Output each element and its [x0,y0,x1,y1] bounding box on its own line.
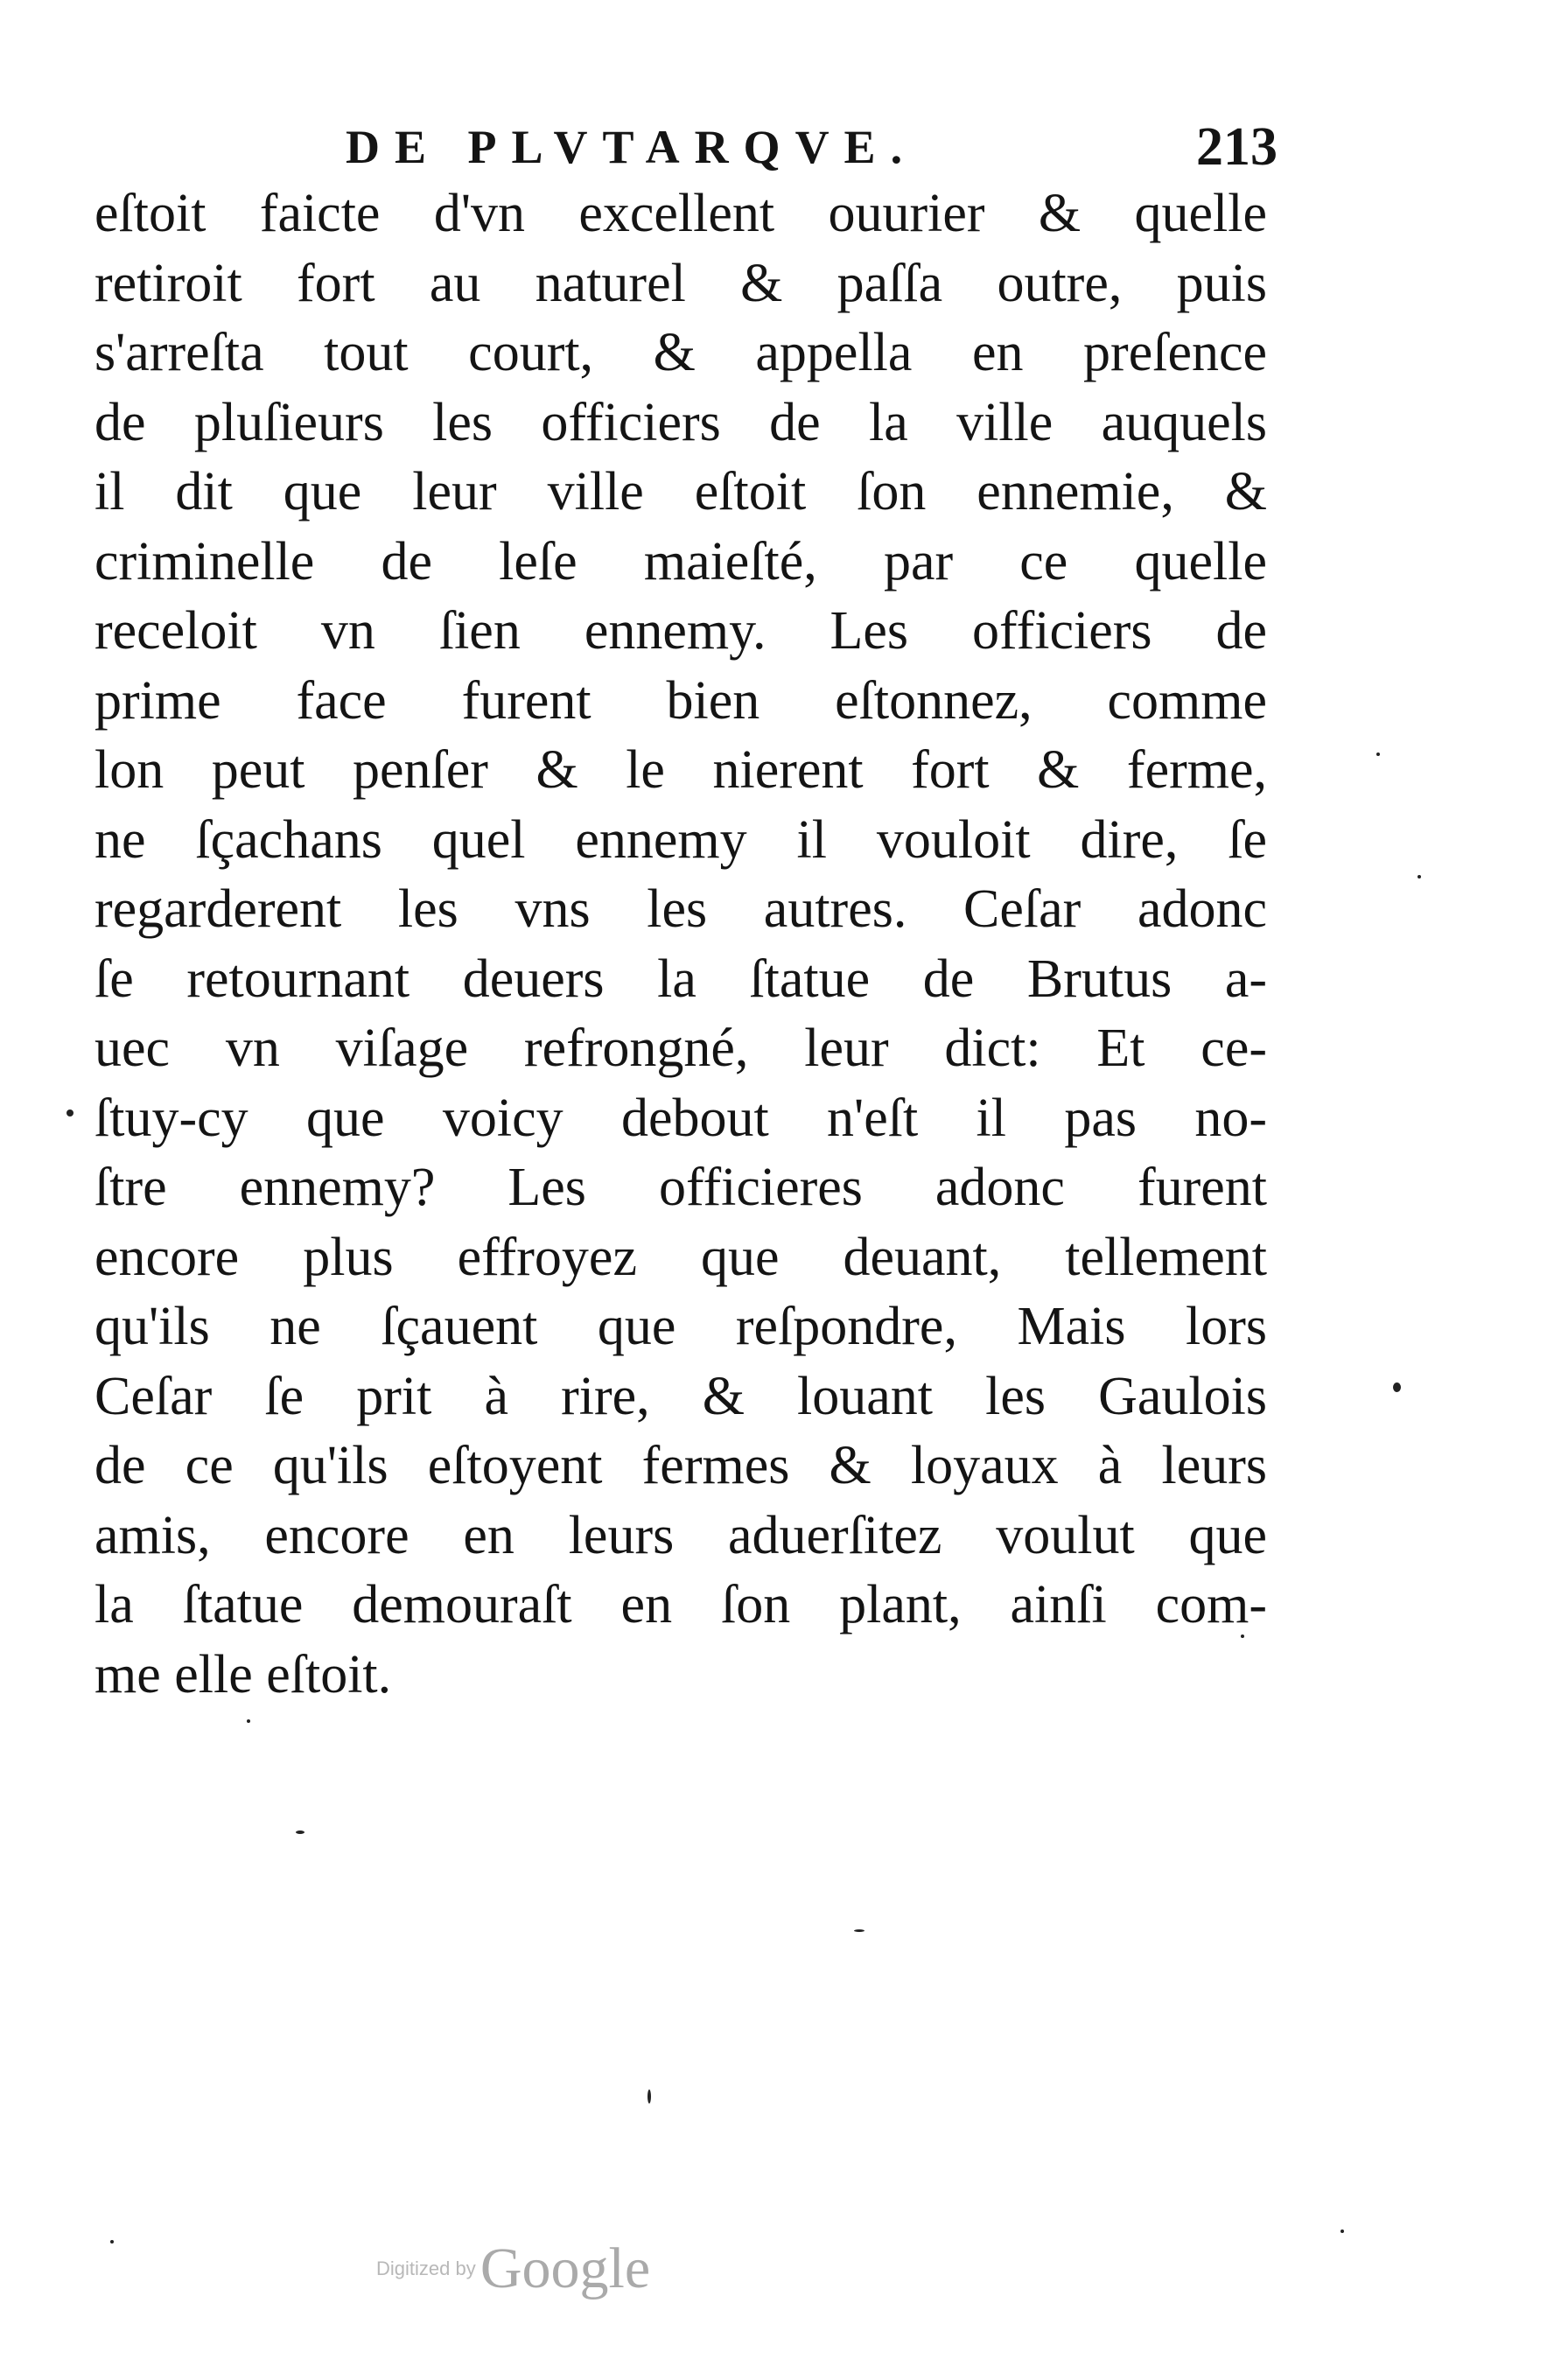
page-number: 213 [1196,117,1278,177]
text-line: ne ſçachans quel ennemy il vouloit dire, ſe [94,809,1267,870]
text-line: ſtre ennemy? Les officieres adonc furent [94,1158,1267,1217]
text-line: prime face furent bien eſtonnez, comme [94,670,1267,731]
scan-speck [648,2090,651,2104]
scan-speck [296,1830,304,1834]
text-line: la ſtatue demouraſt en ſon plant, ainſi com- [94,1575,1267,1634]
text-line: me elle eſtoit. [94,1644,392,1704]
text-line: receloit vn ſien ennemy. Les officiers de [94,601,1267,661]
body-text [94,179,1267,1710]
digitized-by-label: Digitized by [376,2258,476,2279]
text-line: de ce qu'ils eſtoyent fermes & loyaux à leurs [94,1436,1267,1495]
text-line: lon peut penſer & le nierent fort & ferme, [94,740,1267,800]
scan-speck [110,2240,114,2244]
scan-speck [1340,2230,1344,2233]
text-line: regarderent les vns les autres. Ceſar adonc [94,879,1267,939]
text-line: ſtuy-cy que voicy debout n'eſt il pas no- [94,1088,1267,1148]
page-header [96,112,1278,182]
google-logo: Google [480,2236,651,2300]
scan-speck [1393,1382,1401,1392]
text-line: ſe retournant deuers la ſtatue de Brutus a- [94,948,1267,1009]
running-title: DE PLVTARQVE. [346,121,918,173]
text-line: encore plus effroyez que deuant, tellement [94,1227,1267,1287]
text-line: Ceſar ſe prit à rire, & louant les Gaulois [94,1366,1267,1426]
text-line: de pluſieurs les officiers de la ville auquels [94,392,1267,452]
scan-speck [1376,752,1380,756]
text-line: criminelle de leſe maieſté, par ce quelle [94,531,1267,592]
scan-speck [66,1110,74,1116]
text-line: qu'ils ne ſçauent que reſpondre, Mais lors [94,1297,1267,1356]
text-line: eſtoit faicte d'vn excellent ouurier & quelle [94,184,1267,243]
scan-speck [247,1719,250,1723]
text-line: uec vn viſage refrongné, leur dict: Et ce- [94,1018,1267,1078]
text-line: s'arreſta tout court, & appella en preſence [94,323,1267,382]
text-line: retiroit fort au naturel & paſſa outre, puis [94,253,1267,313]
text-line: il dit que leur ville eſtoit ſon ennemie, & [94,462,1267,522]
scan-speck [1241,1634,1244,1638]
scan-speck [854,1929,864,1932]
text-line: amis, encore en leurs aduerſitez voulut que [94,1505,1267,1565]
digitization-watermark [376,2236,650,2314]
scan-speck [1418,875,1421,878]
